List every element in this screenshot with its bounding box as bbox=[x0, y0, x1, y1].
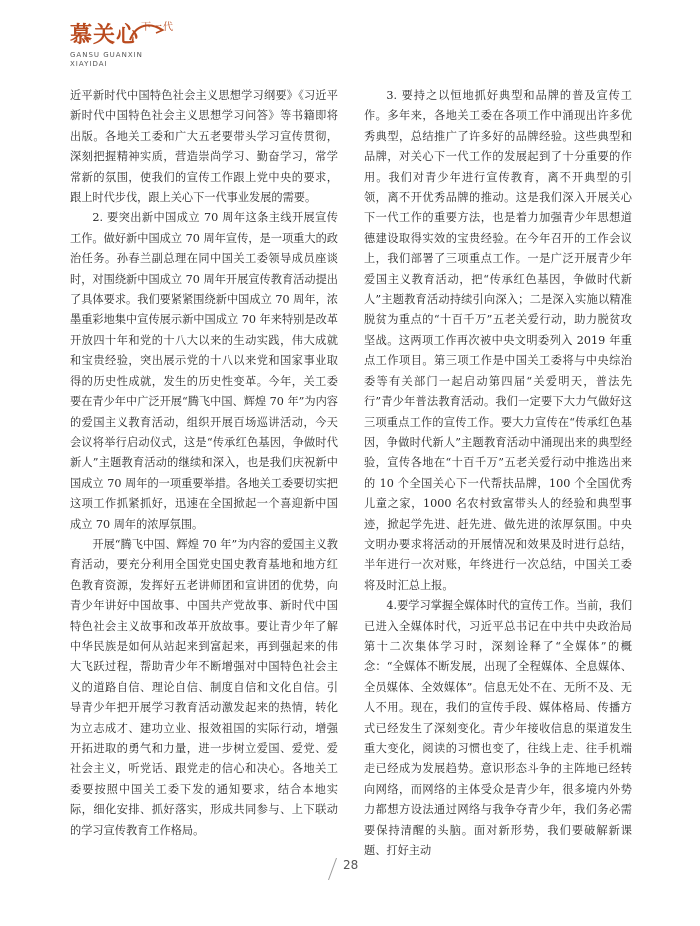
heart-swoosh-icon bbox=[126, 20, 166, 46]
right-column bbox=[364, 86, 632, 861]
logo-sub-line1: GANSU GUANXIN bbox=[70, 51, 143, 59]
footer-divider bbox=[328, 858, 344, 880]
logo-text: 慕 bbox=[70, 23, 94, 48]
paragraph: 2. 要突出新中国成立 70 周年这条主线开展宣传工作。做好新中国成立 70 周年宣传，是一项重大的政治任务。孙春兰副总理在同中国关工委领导成员座谈时，对围绕新中国成立 70 周年开展宣传教育活动提出了具体要求。我们要紧紧围绕新中国成立 70 周年，浓墨重彩地集中宣传展示新中国成立 70 年来特别是改革开放四十年和党的十八大以来的生动实践，伟大成就和宝贵经验，突出展示党的十八以来党和国家事业取得的历史性成就，发生的历史性变革。今年，关工委要在青少年中广泛开展“腾飞中国、辉煌 70 年”为内容的爱国主义教育活动，组织开展百场巡讲活动，今天会议将举行启动仪式，这是“传承红色基因，争做时代新人”主题教育活动的继续和深入，也是我们庆祝新中国成立 70 周年的一项重要举措。各地关工委要切实把这项工作抓紧抓好，迅速在全国掀起一个喜迎新中国成立 70 周年的浓厚氛围。 bbox=[70, 211, 338, 531]
left-column bbox=[70, 86, 338, 841]
logo-text-accent: 关心 bbox=[93, 23, 140, 48]
page-number: 28 bbox=[343, 858, 359, 872]
masthead-logo bbox=[70, 18, 220, 88]
logo-subtitle bbox=[70, 51, 220, 69]
paragraph: 开展“腾飞中国、辉煌 70 年”为内容的爱国主义教育活动，要充分利用全国党史国史教育基地和地方红色教育资源，发挥好五老讲师团和宣讲团的优势，向青少年讲好中国故事、中国共产党故事、新时代中国特色社会主义故事和改革开放故事。要让青少年了解中华民族是如何从站起来到富起来，再到强起来的伟大飞跃过程，帮助青少年不断增强对中国特色社会主义的道路自信、理论自信、制度自信和文化自信。引导青少年把开展学习教育活动激发起来的热情，转化为立志成才、建功立业、报效祖国的实际行动，增强开拓进取的勇气和力量，进一步树立爱国、爱党、爱社会主义，听党话、跟党走的信心和决心。各地关工委要按照中国关工委下发的通知要求，结合本地实际，细化安排、抓好落实，形成共同参与、上下联动的学习宣传教育工作格局。 bbox=[70, 537, 338, 837]
paragraph: 近平新时代中国特色社会主义思想学习纲要》《习近平新时代中国特色社会主义思想学习问答》等书籍即将出版。各地关工委和广大五老要带头学习宣传贯彻，深刻把握精神实质，营造崇尚学习、勤奋学习，常学常新的氛围，使我们的宣传工作跟上党中央的要求，跟上时代步伐，跟上关心下一代事业发展的需要。 bbox=[70, 89, 338, 205]
paragraph: 3. 要持之以恒地抓好典型和品牌的普及宣传工作。多年来，各地关工委在各项工作中涌现出许多优秀典型，总结推广了许多好的品牌经验。这些典型和品牌，对关心下一代工作的发展起到了十分重要的作用。我们对青少年进行宣传教育，离不开典型的引领，离不开优秀品牌的推动。这是我们深入开展关心下一代工作的重要方法，也是着力加强青少年思想道德建设取得实效的宝贵经验。在今年召开的工作会议上，我们部署了三项重点工作。一是广泛开展青少年爱国主义教育活动，把“传承红色基因，争做时代新人”主题教育活动持续引向深入；二是深入实施以精准脱贫为重点的“十百千万”五老关爱行动，助力脱贫攻坚战。这两项工作再次被中央文明委列入 2019 年重点工作项目。第三项工作是中国关工委将与中央综治委等有关部门一起启动第四届“关爱明天，普法先行”青少年普法教育活动。我们一定要下大力气做好这三项重点工作的宣传工作。要大力宣传在“传承红色基因，争做时代新人”主题教育活动中涌现出来的典型经验，宣传各地在“十百千万”五老关爱行动中推选出来的 10 个全国关心下一代帮扶品牌，100 个全国优秀儿童之家，1000 名农村致富带头人的经验和典型事迹，掀起学先进、赶先进、做先进的浓厚氛围。中央文明办要求将活动的开展情况和效果及时进行总结，半年进行一次对账，年终进行一次总结，中国关工委将及时汇总上报。 bbox=[364, 89, 632, 592]
logo-sub-line2: XIAYIDAI bbox=[70, 60, 108, 68]
page-footer bbox=[0, 858, 700, 888]
logo-small-text: 下一代 bbox=[141, 22, 175, 33]
paragraph: 4.要学习掌握全媒体时代的宣传工作。当前，我们已进入全媒体时代，习近平总书记在中共中央政治局第十二次集体学习时，深刻诠释了“全媒体”的概念：“全媒体不断发展，出现了全程媒体、全息媒体、全员媒体、全效媒体”。信息无处不在、无所不及、无人不用。现在，我们的宣传手段、媒体格局、传播方式已经发生了深刻变化。青少年接收信息的渠道发生重大变化，阅读的习惯也变了，往线上走、往手机端走已经成为发展趋势。意识形态斗争的主阵地已经转向网络，而网络的主体受众是青少年，很多境内外势力都想方设法通过网络与我争夺青少年，我们务必需要保持清醒的头脑。面对新形势，我们要破解新课题、打好主动 bbox=[364, 599, 633, 858]
